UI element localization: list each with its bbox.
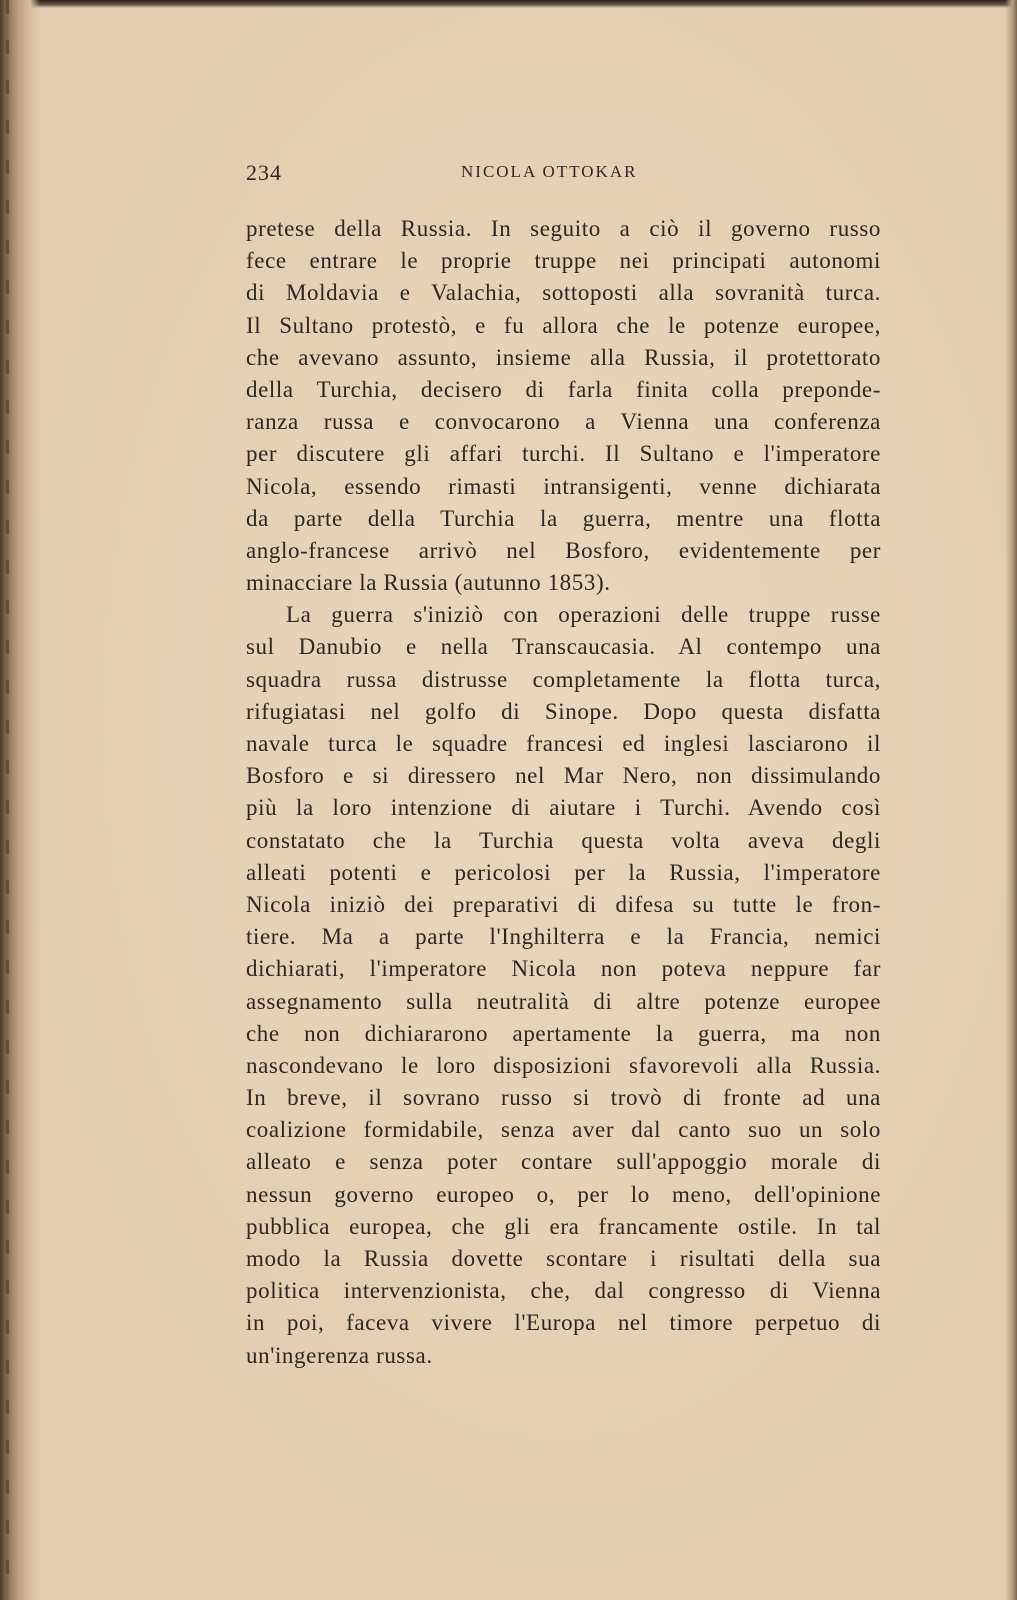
text-line: in poi, faceva vivere l'Europa nel timore perpetuo di: [246, 1310, 881, 1336]
text-line: nascondevano le loro disposizioni sfavorevoli alla Russia.: [246, 1052, 881, 1078]
text-line: Nicola iniziò dei preparativi di difesa su tutte le fron-: [246, 891, 881, 917]
text-line: alleati potenti e pericolosi per la Russia, l'imperatore: [246, 859, 881, 885]
text-line: per discutere gli affari turchi. Il Sultano e l'imperatore: [246, 441, 881, 467]
text-line: In breve, il sovrano russo si trovò di fronte ad una: [246, 1085, 881, 1111]
text-line: fece entrare le proprie truppe nei principati autonomi: [246, 248, 881, 274]
text-line: che non dichiararono apertamente la guerra, ma non: [246, 1020, 881, 1046]
text-line: tiere. Ma a parte l'Inghilterra e la Francia, nemici: [246, 924, 881, 950]
text-line: Bosforo e si diressero nel Mar Nero, non dissimulando: [246, 763, 881, 789]
text-line: dichiarati, l'imperatore Nicola non poteva neppure far: [246, 956, 881, 982]
text-line: della Turchia, decisero di farla finita colla preponde-: [246, 376, 881, 402]
text-line: Nicola, essendo rimasti intransigenti, venne dichiarata: [246, 473, 881, 499]
text-line: un'ingerenza russa.: [246, 1342, 433, 1368]
text-line: nessun governo europeo o, per lo meno, dell'opinione: [246, 1181, 881, 1207]
text-line: pubblica europea, che gli era francamente ostile. In tal: [246, 1213, 881, 1239]
text-line: La guerra s'iniziò con operazioni delle truppe russe: [286, 602, 881, 628]
text-line: squadra russa distrusse completamente la flotta turca,: [246, 666, 881, 692]
body-text: [246, 213, 881, 1372]
page-binding-edge: [0, 0, 40, 1600]
paragraph-1: [246, 213, 881, 599]
text-line: Il Sultano protestò, e fu allora che le potenze europee,: [246, 312, 881, 338]
text-line: navale turca le squadre francesi ed inglesi lasciarono il: [246, 731, 881, 756]
page-header: [246, 160, 881, 190]
text-line: che avevano assunto, insieme alla Russia, il protettorato: [246, 344, 881, 370]
text-line: pretese della Russia. In seguito a ciò il governo russo: [246, 216, 881, 241]
text-line: politica intervenzionista, che, dal congresso di Vienna: [246, 1278, 881, 1304]
page-top-edge: [0, 0, 1017, 8]
text-line: di Moldavia e Valachia, sottoposti alla sovranità turca.: [246, 280, 881, 306]
page-right-edge: [1005, 0, 1017, 1600]
text-line: anglo-francese arrivò nel Bosforo, evidentemente per: [246, 537, 881, 563]
text-line: constatato che la Turchia questa volta aveva degli: [246, 827, 881, 853]
page-number: 234: [246, 160, 282, 185]
text-line: più la loro intenzione di aiutare i Turchi. Avendo così: [246, 795, 881, 821]
text-line: coalizione formidabile, senza aver dal canto suo un solo: [246, 1117, 881, 1143]
text-line: ranza russa e convocarono a Vienna una conferenza: [246, 409, 881, 435]
paragraph-2: [246, 599, 881, 1372]
running-head: NICOLA OTTOKAR: [461, 162, 638, 181]
text-line: alleato e senza poter contare sull'appoggio morale di: [246, 1149, 881, 1175]
text-line: minacciare la Russia (autunno 1853).: [246, 570, 611, 596]
text-line: da parte della Turchia la guerra, mentre una flotta: [246, 505, 881, 531]
text-line: sul Danubio e nella Transcaucasia. Al contempo una: [246, 634, 881, 660]
text-line: modo la Russia dovette scontare i risultati della sua: [246, 1246, 881, 1271]
text-line: assegnamento sulla neutralità di altre potenze europee: [246, 988, 881, 1014]
text-line: rifugiatasi nel golfo di Sinope. Dopo questa disfatta: [246, 698, 881, 724]
